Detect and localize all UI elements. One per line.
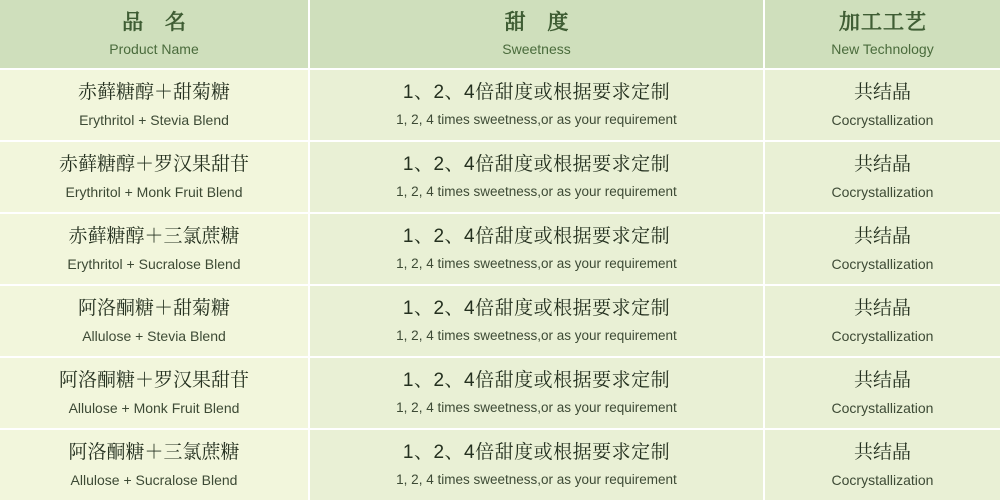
- product-name-cn: 阿洛酮糖＋三氯蔗糖: [68, 442, 240, 463]
- product-name-cn: 阿洛酮糖＋罗汉果甜苷: [58, 370, 249, 391]
- sweetness-cn: 1、2、4倍甜度或根据要求定制: [402, 442, 671, 463]
- product-name-cn: 阿洛酮糖＋甜菊糖: [77, 298, 230, 319]
- cell-sweetness: [310, 70, 763, 140]
- cell-technology: [765, 142, 1000, 212]
- product-name-en: Allulose + Sucralose Blend: [70, 472, 238, 488]
- technology-en: Cocrystallization: [831, 112, 934, 128]
- header-cell-product-name: [0, 0, 308, 68]
- technology-cn: 共结晶: [853, 82, 911, 103]
- technology-en: Cocrystallization: [831, 256, 934, 272]
- table-row: [0, 214, 1000, 284]
- cell-sweetness: [310, 430, 763, 500]
- sweetness-cn: 1、2、4倍甜度或根据要求定制: [402, 154, 671, 175]
- sweetness-cn: 1、2、4倍甜度或根据要求定制: [402, 298, 671, 319]
- sweetness-en: 1, 2, 4 times sweetness,or as your requirement: [396, 328, 677, 343]
- table-row: [0, 358, 1000, 428]
- cell-product-name: [0, 358, 308, 428]
- header-product-name-cn: 品 名: [122, 10, 194, 34]
- sweetness-en: 1, 2, 4 times sweetness,or as your requirement: [396, 256, 677, 271]
- technology-en: Cocrystallization: [831, 472, 934, 488]
- table-row: [0, 430, 1000, 500]
- table-header-row: [0, 0, 1000, 68]
- technology-cn: 共结晶: [853, 154, 911, 175]
- cell-product-name: [0, 430, 308, 500]
- sweetness-en: 1, 2, 4 times sweetness,or as your requirement: [396, 184, 677, 199]
- header-technology-cn: 加工工艺: [839, 10, 927, 34]
- product-name-cn: 赤藓糖醇＋甜菊糖: [77, 82, 230, 103]
- cell-sweetness: [310, 142, 763, 212]
- cell-sweetness: [310, 358, 763, 428]
- cell-product-name: [0, 286, 308, 356]
- cell-product-name: [0, 214, 308, 284]
- header-sweetness-cn: 甜 度: [504, 10, 577, 34]
- sweetness-en: 1, 2, 4 times sweetness,or as your requirement: [396, 112, 677, 127]
- cell-technology: [765, 70, 1000, 140]
- sweetness-cn: 1、2、4倍甜度或根据要求定制: [402, 226, 671, 247]
- product-name-en: Erythritol + Stevia Blend: [79, 112, 229, 128]
- technology-en: Cocrystallization: [831, 328, 934, 344]
- technology-cn: 共结晶: [853, 298, 911, 319]
- table-row: [0, 142, 1000, 212]
- sweetness-cn: 1、2、4倍甜度或根据要求定制: [402, 370, 671, 391]
- header-sweetness-en: Sweetness: [502, 40, 571, 57]
- table-row: [0, 70, 1000, 140]
- cell-product-name: [0, 142, 308, 212]
- product-name-en: Allulose + Monk Fruit Blend: [68, 400, 240, 416]
- cell-technology: [765, 358, 1000, 428]
- sweetness-en: 1, 2, 4 times sweetness,or as your requirement: [396, 472, 677, 487]
- header-cell-technology: [765, 0, 1000, 68]
- product-name-cn: 赤藓糖醇＋三氯蔗糖: [68, 226, 240, 247]
- technology-cn: 共结晶: [853, 370, 911, 391]
- technology-cn: 共结晶: [853, 442, 911, 463]
- technology-cn: 共结晶: [853, 226, 911, 247]
- product-name-en: Erythritol + Sucralose Blend: [67, 256, 241, 272]
- header-product-name-en: Product Name: [109, 40, 199, 57]
- cell-sweetness: [310, 286, 763, 356]
- sweetness-en: 1, 2, 4 times sweetness,or as your requirement: [396, 400, 677, 415]
- technology-en: Cocrystallization: [831, 400, 934, 416]
- cell-technology: [765, 430, 1000, 500]
- cell-sweetness: [310, 214, 763, 284]
- cell-technology: [765, 214, 1000, 284]
- header-technology-en: New Technology: [831, 40, 934, 57]
- sweetness-cn: 1、2、4倍甜度或根据要求定制: [402, 82, 671, 103]
- cell-technology: [765, 286, 1000, 356]
- header-cell-sweetness: [310, 0, 763, 68]
- product-name-en: Erythritol + Monk Fruit Blend: [65, 184, 243, 200]
- product-name-en: Allulose + Stevia Blend: [82, 328, 226, 344]
- product-name-cn: 赤藓糖醇＋罗汉果甜苷: [58, 154, 249, 175]
- cell-product-name: [0, 70, 308, 140]
- technology-en: Cocrystallization: [831, 184, 934, 200]
- table-row: [0, 286, 1000, 356]
